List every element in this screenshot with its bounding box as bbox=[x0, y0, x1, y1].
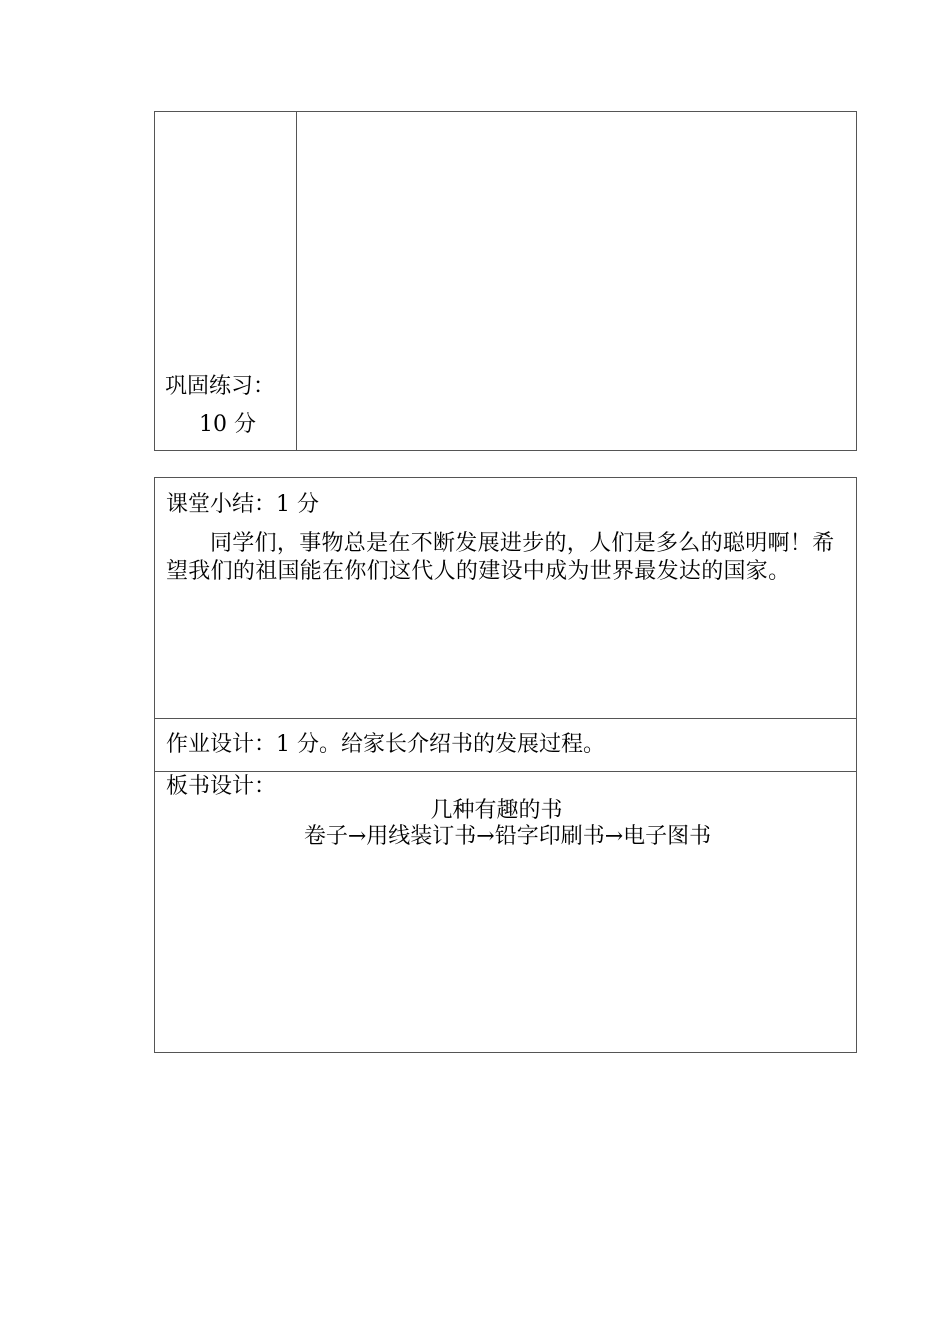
summary-row bbox=[155, 478, 856, 719]
summary-title: 课堂小结：1 分 bbox=[166, 492, 319, 517]
board-row bbox=[155, 772, 856, 1052]
lesson-table bbox=[154, 477, 857, 1053]
practice-label bbox=[165, 368, 290, 444]
homework-row bbox=[155, 719, 856, 772]
practice-content-cell bbox=[297, 112, 856, 450]
board-heading: 几种有趣的书 bbox=[430, 798, 563, 823]
board-flow: 卷子→用线装订书→铅字印刷书→电子图书 bbox=[303, 824, 712, 849]
practice-duration: 10 分 bbox=[199, 412, 256, 437]
practice-table bbox=[154, 111, 857, 451]
homework-text: 作业设计：1 分。给家长介绍书的发展过程。 bbox=[166, 732, 605, 757]
board-title: 板书设计： bbox=[166, 774, 277, 799]
practice-label-text: 巩固练习： bbox=[165, 374, 276, 399]
practice-label-cell bbox=[155, 112, 297, 450]
summary-body: 同学们，事物总是在不断发展进步的，人们是多么的聪明啊！希望我们的祖国能在你们这代人的建设中成为世界最发达的国家。 bbox=[166, 531, 835, 584]
